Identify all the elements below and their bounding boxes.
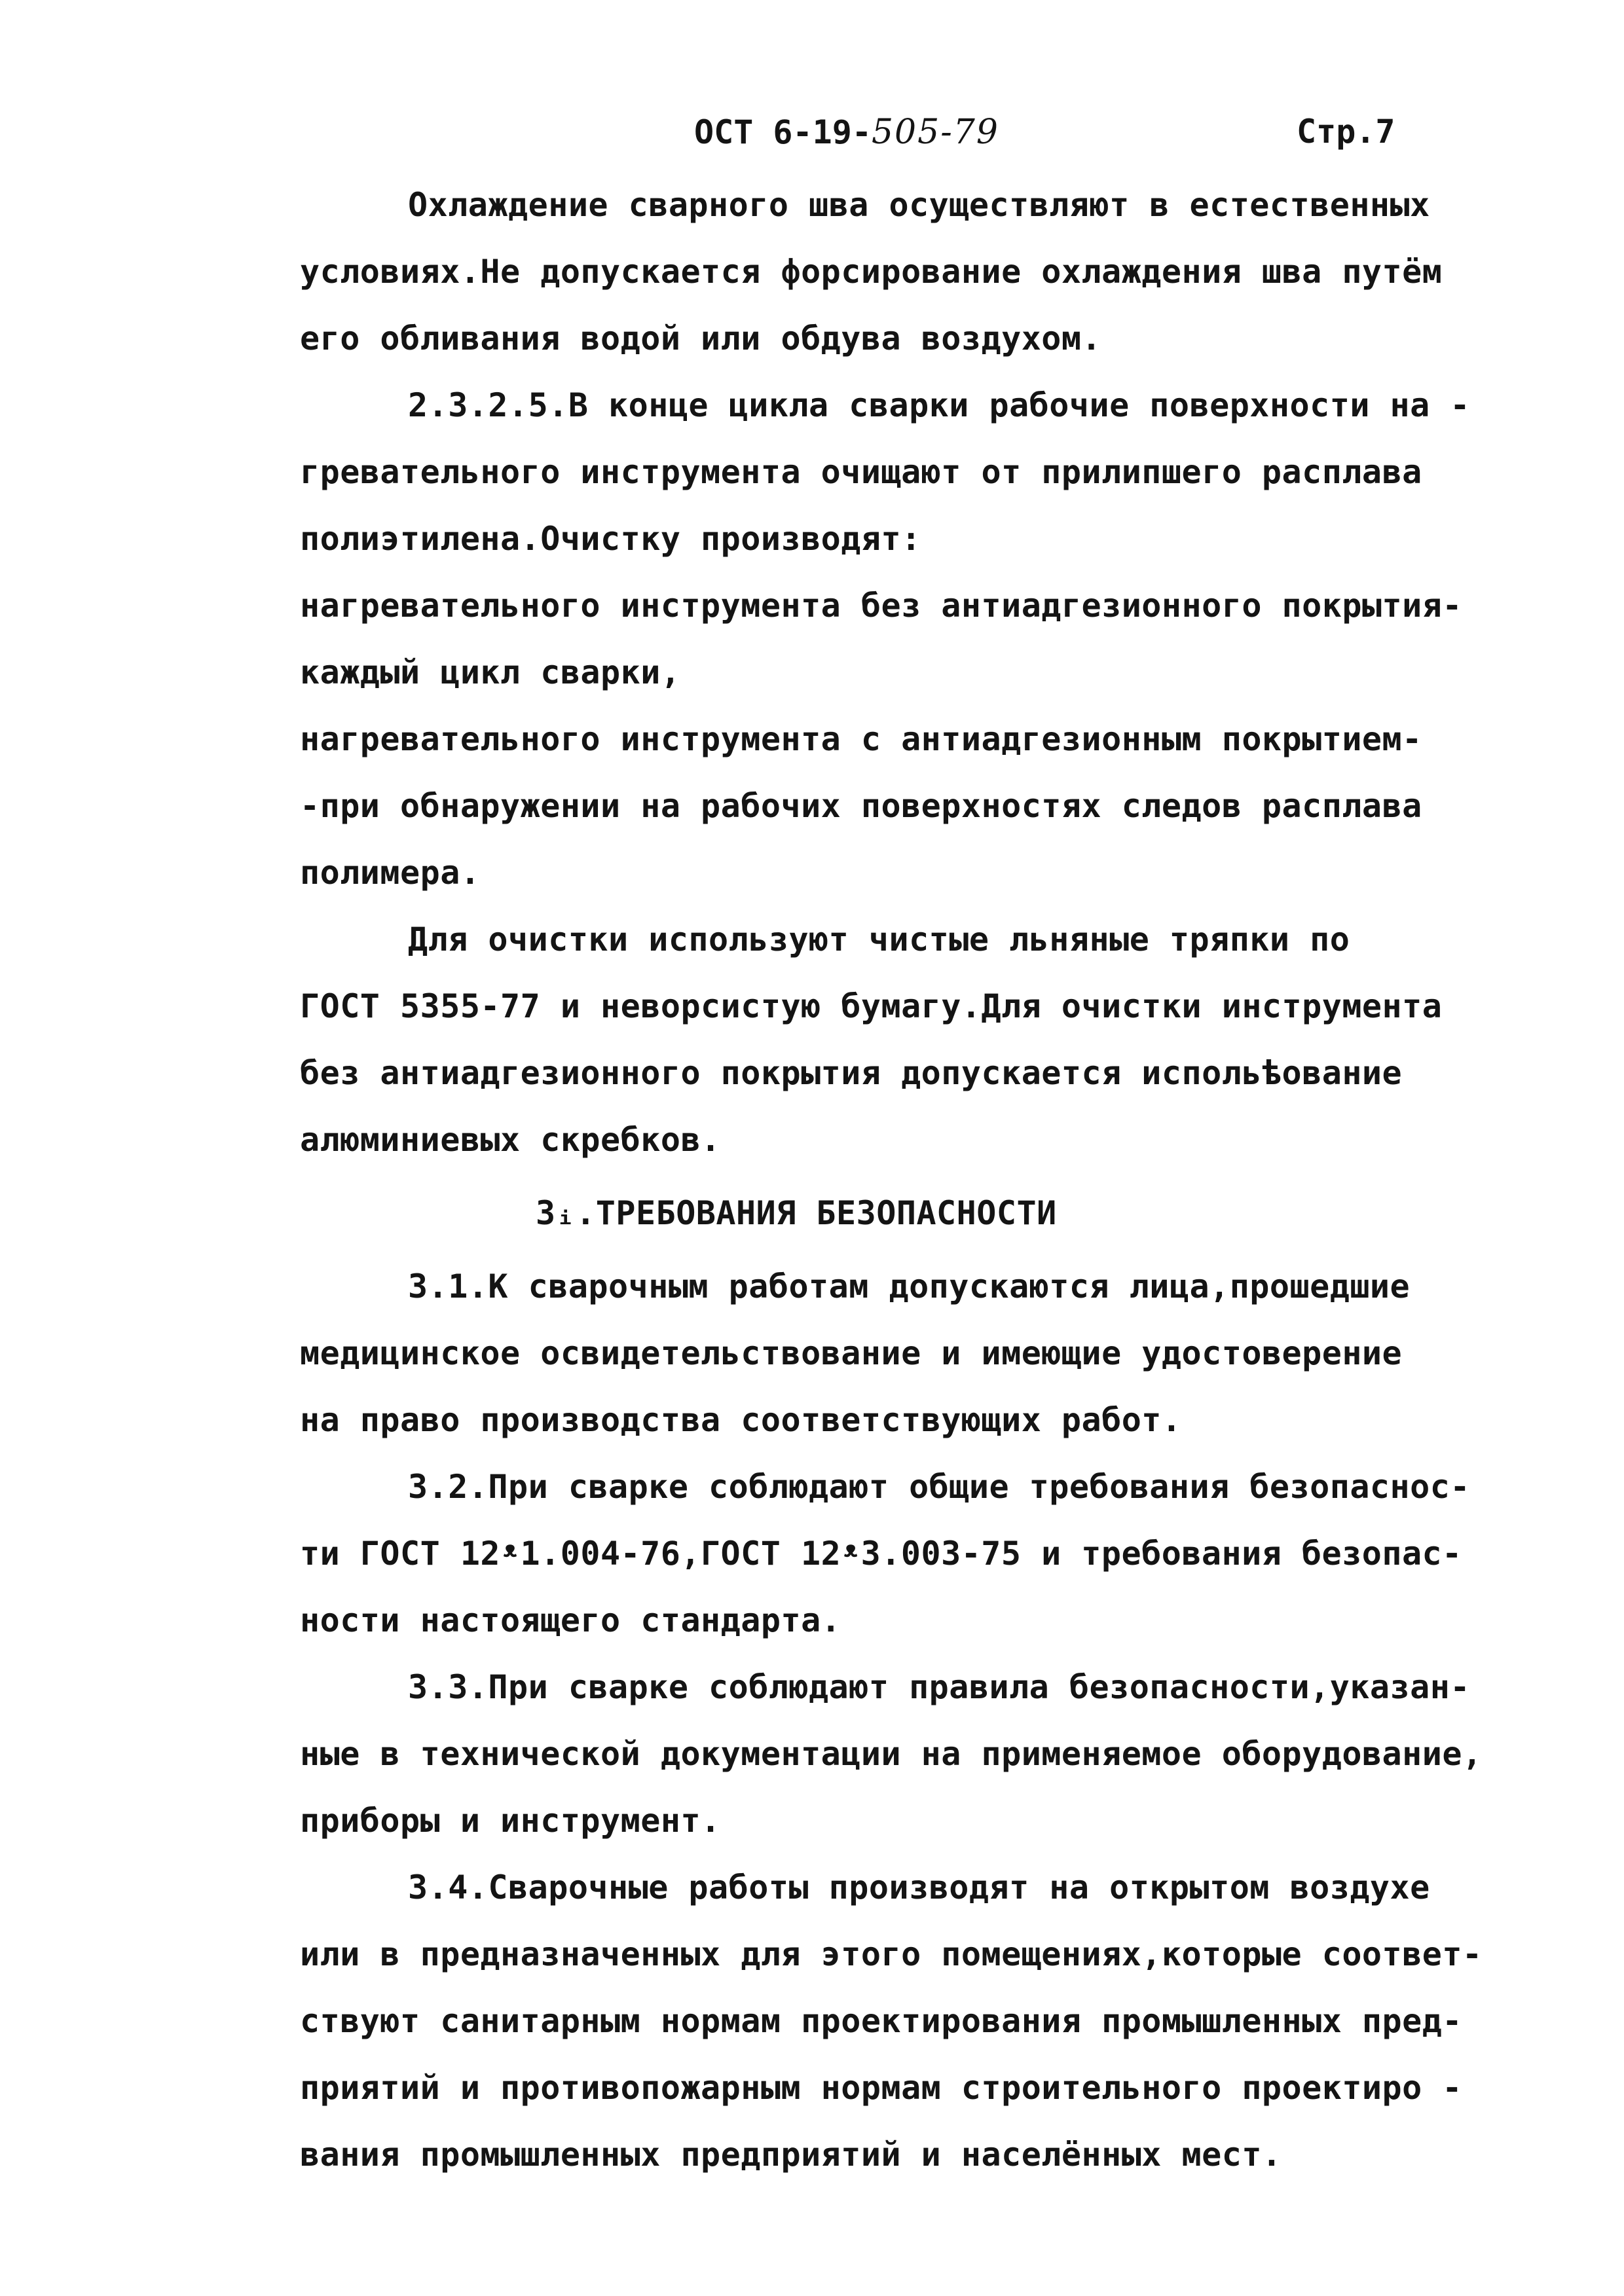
- document-body: [300, 172, 1583, 2188]
- text-line: или в предназначенных для этого помещениях,которые соответ-: [300, 1935, 1483, 1973]
- text-line: Для очистки используют чистые льняные тряпки по: [408, 920, 1350, 958]
- clause-3-3: 3.3.При сварке соблюдают правила безопасности,указан-: [408, 1668, 1470, 1706]
- text-line: вания промышленных предприятий и населённых мест.: [300, 2136, 1282, 2174]
- text-line: каждый цикл сварки,: [300, 653, 681, 691]
- clause-3-2: 3.2.При сварке соблюдают общие требования безопаснос-: [408, 1468, 1470, 1506]
- text-line: его обливания водой или обдува воздухом.: [300, 319, 1102, 357]
- text-line: -при обнаружении на рабочих поверхностях следов расплава: [300, 787, 1422, 825]
- text-line: Охлаждение сварного шва осуществляют в естественных: [408, 186, 1430, 224]
- text-line: приборы и инструмент.: [300, 1802, 721, 1840]
- page-header: [694, 103, 1428, 175]
- text-line: ности настоящего стандарта.: [300, 1601, 841, 1639]
- clause-3-4: 3.4.Сварочные работы производят на открытом воздухе: [408, 1868, 1430, 1906]
- text-line: на право производства соответствующих работ.: [300, 1401, 1182, 1439]
- text-line: ствуют санитарным нормам проектирования промышленных пред-: [300, 2002, 1462, 2040]
- document-code-handwritten-number: 505-79: [871, 113, 999, 152]
- text-line: приятий и противопожарным нормам строительного проектиро -: [300, 2069, 1462, 2107]
- text-line: полимера.: [300, 854, 481, 892]
- text-line: условиях.Не допускается форсирование охлаждения шва путём: [300, 253, 1443, 291]
- text-line: медицинское освидетельствование и имеющие удостоверение: [300, 1334, 1403, 1372]
- document-code: [694, 113, 999, 152]
- clause-3-1: 3.1.К сварочным работам допускаются лица,прошедшие: [408, 1267, 1411, 1305]
- text-line: алюминиевых скребков.: [300, 1121, 721, 1159]
- text-line: ные в технической документации на применяемое оборудование,: [300, 1735, 1483, 1773]
- document-code-prefix: ОСТ 6-19-: [694, 113, 872, 151]
- text-line: ГОСТ 5355-77 и неворсистую бумагу.Для очистки инструмента: [300, 987, 1443, 1025]
- text-line: гревательного инструмента очищают от прилипшего расплава: [300, 453, 1422, 491]
- section-title-safety-requirements: 3ᵢ.ТРЕБОВАНИЯ БЕЗОПАСНОСТИ: [536, 1194, 1057, 1232]
- clause-2-3-2-5: 2.3.2.5.В конце цикла сварки рабочие поверхности на -: [408, 386, 1470, 424]
- page-number: Стр.7: [1297, 113, 1395, 151]
- text-line: ти ГОСТ 12ᵜ1.004-76,ГОСТ 12ᵜ3.003-75 и требования безопас-: [300, 1535, 1462, 1573]
- text-line: полиэтилена.Очистку производят:: [300, 520, 921, 558]
- text-line: нагревательного инструмента с антиадгезионным покрытием-: [300, 720, 1422, 758]
- text-line: без антиадгезионного покрытия допускается испольѣование: [300, 1054, 1403, 1092]
- text-line: нагревательного инструмента без антиадгезионного покрытия-: [300, 587, 1462, 625]
